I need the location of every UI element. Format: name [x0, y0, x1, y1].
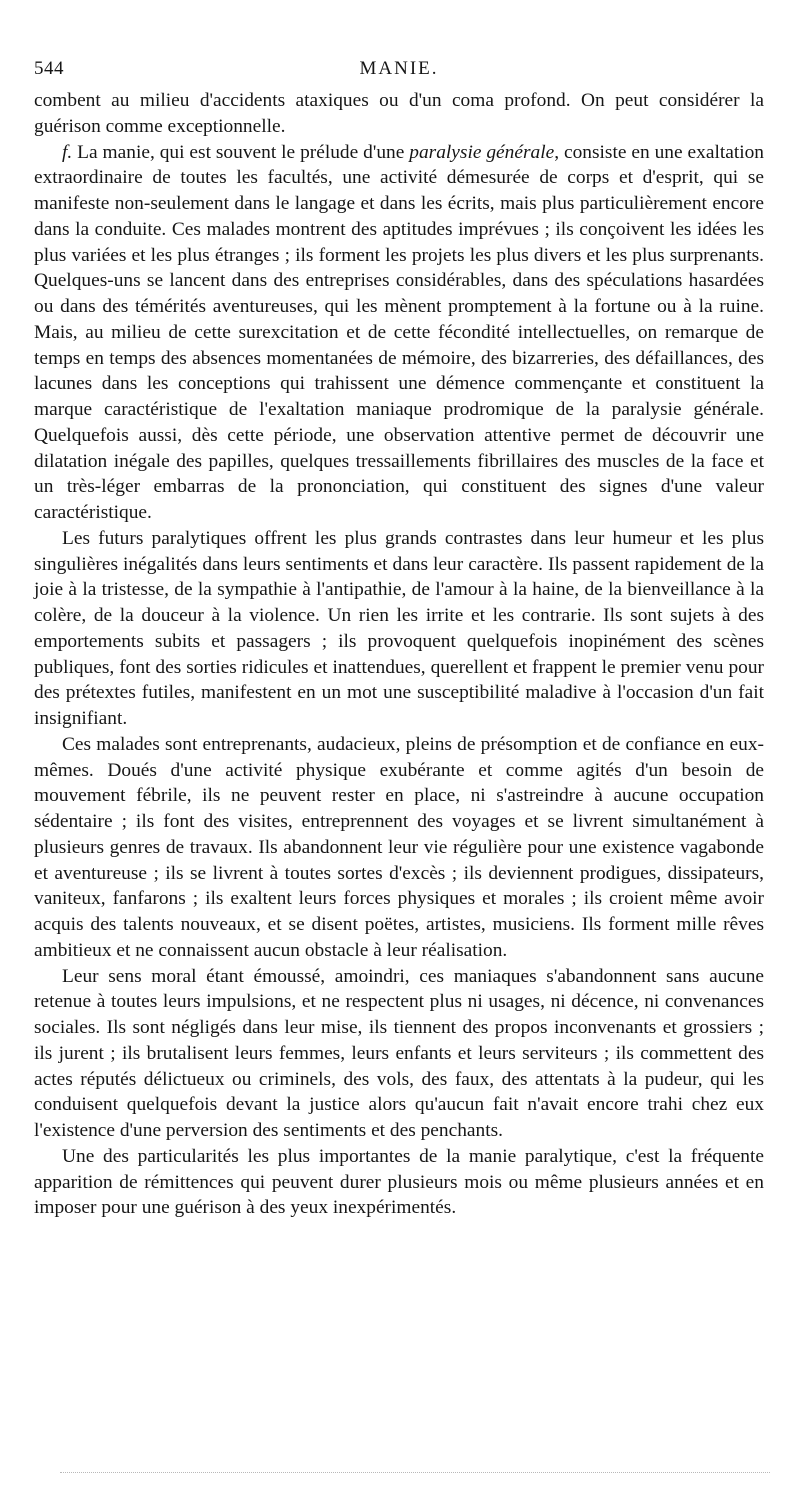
body-text — [34, 88, 764, 1221]
paragraph-text: , consiste en une exaltation extraordinaire de toutes les facultés, une activité démesurée de corps et d'esprit, qui se manifeste non-seulement dans le langage et dans les écrits, mais plus particulièrement encore dans la conduite. Ces malades montrent des aptitudes imprévues ; ils conçoivent les idées les plus variées et les plus étranges ; ils forment les projets les plus divers et les plus surprenants. Quelques-uns se lancent dans des entreprises considérables, dans des spéculations hasardées ou dans des témérités aventureuses, qui les mènent promptement à la fortune ou à la ruine. Mais, au milieu de cette surexcitation et de cette fécondité intellectuelles, on remarque de temps en temps des absences momentanées de mémoire, des bizarreries, des défaillances, des lacunes dans les conceptions qui trahissent une démence commençante et constituent la marque caractéristique de l'exaltation maniaque prodromique de la paralysie générale. Quelquefois aussi, dès cette période, une observation attentive permet de découvrir une dilatation inégale des papilles, quelques tressaillements fibrillaires des muscles de la face et un très-léger embarras de la prononciation, qui constituent des signes d'une valeur caractéristique. — [34, 141, 764, 523]
scan-bleed-line — [60, 1472, 770, 1475]
paragraph-f — [34, 140, 764, 526]
running-head — [34, 58, 764, 88]
running-title: MANIE. — [359, 58, 439, 79]
paragraph-text: La manie, qui est souvent le prélude d'une — [72, 141, 410, 163]
paragraph-enterprising: Ces malades sont entreprenants, audacieux, pleins de présomption et de confiance en eux-mêmes. Doués d'une activité physique exubérante et comme agités d'un besoin de mouvement fébrile, ils ne peuvent rester en place, ni s'astreindre à aucune occupation sédentaire ; ils font des visites, entreprennent des voyages et se livrent simultanément à plusieurs genres de travaux. Ils abandonnent leur vie régulière pour une existence vagabonde et aventureuse ; ils se livrent à toutes sortes d'excès ; ils deviennent prodigues, dissipateurs, vaniteux, fanfarons ; ils exaltent leurs forces physiques et morales ; ils croient même avoir acquis des talents nouveaux, et se disent poëtes, artistes, musiciens. Ils forment mille rêves ambitieux et ne connaissent aucun obstacle à leur réalisation. — [34, 733, 764, 961]
paragraph-contrasts: Les futurs paralytiques offrent les plus grands contrastes dans leur humeur et les plus singulières inégalités dans leurs sentiments et dans leur caractère. Ils passent rapidement de la joie à la tristesse, de la sympathie à l'antipathie, de l'amour à la haine, de la bienveillance à la colère, de la douceur à la violence. Un rien les irrite et les contrarie. Ils sont sujets à des emportements subits et passagers ; ils provoquent quelquefois inopinément des scènes publiques, font des sorties ridicules et inattendues, querellent et frappent le premier venu pour des prétextes futiles, manifestent en un mot une susceptibilité maladive à l'occasion d'un fait insignifiant. — [34, 527, 764, 729]
paragraph-marker: f. — [62, 141, 73, 163]
italic-term: paralysie générale — [409, 141, 555, 163]
paragraph-continuation: combent au milieu d'accidents ataxiques ou d'un coma profond. On peut considérer la guérison comme exceptionnelle. — [34, 90, 764, 137]
page-number: 544 — [34, 58, 64, 79]
paragraph-moral-sense: Leur sens moral étant émoussé, amoindri, ces maniaques s'abandonnent sans aucune retenue à toutes leurs impulsions, et ne respectent plus ni usages, ni décence, ni convenances sociales. Ils sont négligés dans leur mise, ils tiennent des propos inconvenants et grossiers ; ils jurent ; ils brutalisent leurs femmes, leurs enfants et leurs serviteurs ; ils commettent des actes réputés délictueux ou criminels, des vols, des faux, des attentats à la pudeur, qui les conduisent quelquefois devant la justice alors qu'aucun fait n'avait encore trahi chez eux l'existence d'une perversion des sentiments et des penchants. — [34, 965, 764, 1141]
book-page — [34, 58, 764, 1221]
paragraph-remittences: Une des particularités les plus importantes de la manie paralytique, c'est la fréquente apparition de rémittences qui peuvent durer plusieurs mois ou même plusieurs années et en imposer pour une guérison à des yeux inexpérimentés. — [34, 1145, 764, 1219]
